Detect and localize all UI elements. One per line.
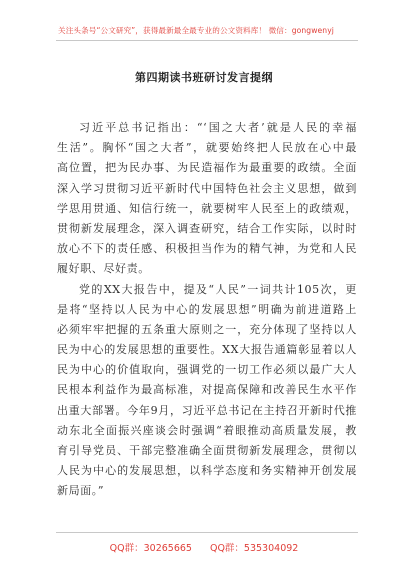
body-line: 履好职、尽好责。	[57, 262, 150, 276]
header-promo-text: 关注头条号“公文研究”，获得最新最全最专业的公文资料库！ 微信：gongwenyj	[58, 26, 334, 35]
body-line: 必须牢牢把握的五条重大原则之一，充分体现了坚持以人	[57, 322, 357, 336]
body-line: 新局面。”	[57, 484, 105, 498]
body-line: 是将“坚持以人民为中心的发展思想”明确为前进道路上	[57, 302, 357, 316]
footer-contact	[0, 540, 408, 554]
document-title: 第四期读书班研讨发言提纲	[135, 71, 273, 84]
body-line: 动东北全面振兴座谈会时强调“着眼推动高质量发展，教	[57, 423, 357, 437]
footer-qq-group-2: QQ群：535304092	[209, 543, 299, 554]
header-divider	[56, 40, 358, 41]
body-line: 民为中心的发展思想的重要性。XX大报告通篇彰显着以人	[57, 343, 357, 357]
body-line: 贯彻新发展理念，深入调查研究，结合工作实际，以时时	[57, 221, 357, 235]
body-line: 习近平总书记指出：“‘国之大者’就是人民的幸福	[79, 121, 357, 134]
footer-divider	[56, 532, 358, 533]
body-line: 出重大部署。今年9月，习近平总书记在主持召开新时代推	[57, 403, 357, 417]
body-line: 党的XX大报告中，提及“人民”一词共计105次，更	[79, 282, 357, 296]
document-body	[57, 118, 357, 502]
footer-qq-group-1: QQ群：30265665	[109, 543, 192, 554]
body-line: 深入学习贯彻习近平新时代中国特色社会主义思想，做到	[57, 181, 357, 195]
body-line: 生活”。胸怀“国之大者”，就要始终把人民放在心中最	[57, 141, 357, 155]
body-line: 民为中心的价值取向，强调党的一切工作必须以最广大人	[57, 363, 357, 377]
body-line: 人民为中心的发展思想，以科学态度和务实精神开创发展	[57, 464, 357, 478]
body-line: 放心不下的责任感、积极担当作为的精气神，为党和人民	[57, 242, 357, 256]
body-line: 民根本利益作为最高标准，对提高保障和改善民生水平作	[57, 383, 357, 397]
body-line: 育引导党员、干部完整准确全面贯彻新发展理念，贯彻以	[57, 444, 357, 457]
body-line: 学思用贯通、知信行统一，就要树牢人民至上的政绩观，	[57, 201, 357, 215]
body-line: 高位置，把为民办事、为民造福作为最重要的政绩。全面	[57, 161, 357, 175]
